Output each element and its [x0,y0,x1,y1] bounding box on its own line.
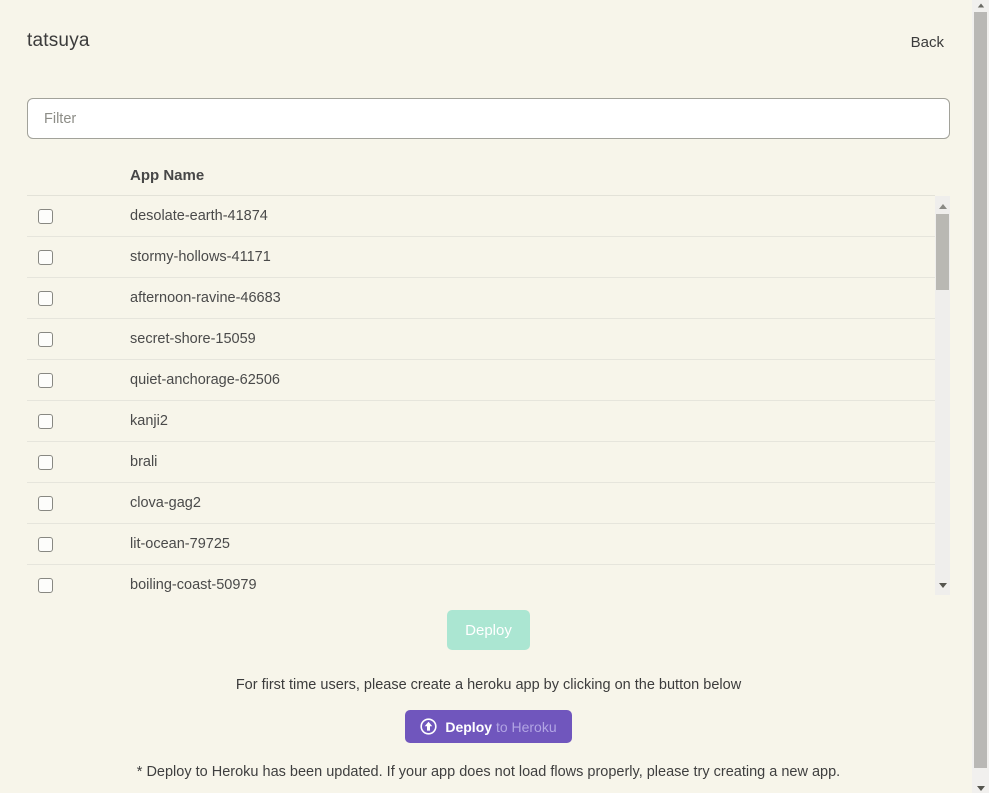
table-row [27,442,935,483]
table-row [27,360,935,401]
table-row [27,524,935,565]
table-scroll-up-button[interactable] [935,198,950,214]
filter-input[interactable] [27,98,950,139]
app-name-cell: kanji2 [130,413,168,429]
heroku-button-label-rest: to Heroku [495,718,557,735]
app-name-cell: afternoon-ravine-46683 [130,290,281,306]
triangle-down-icon [939,583,947,588]
table-row [27,319,935,360]
app-table [27,196,935,595]
table-row [27,237,935,278]
circle-arrow-up-icon [420,718,437,735]
app-name-cell: quiet-anchorage-62506 [130,372,280,388]
triangle-down-icon [977,786,985,791]
table-scrollbar-thumb[interactable] [936,214,949,290]
page-scroll-down-button[interactable] [972,786,989,791]
row-checkbox[interactable] [38,496,53,511]
row-checkbox[interactable] [38,291,53,306]
table-scrollbar[interactable] [935,196,950,595]
table-row [27,278,935,319]
app-name-cell: secret-shore-15059 [130,331,256,347]
app-name-cell: lit-ocean-79725 [130,536,230,552]
deploy-to-heroku-button[interactable] [405,710,571,743]
app-name-cell: boiling-coast-50979 [130,577,257,593]
column-header-app-name: App Name [130,167,205,184]
row-checkbox[interactable] [38,332,53,347]
row-checkbox[interactable] [38,578,53,593]
app-name-cell: stormy-hollows-41171 [130,249,271,265]
row-checkbox[interactable] [38,250,53,265]
page-scroll-up-button[interactable] [972,3,989,8]
table-row [27,565,935,595]
heroku-button-label-bold: Deploy [445,718,493,735]
back-link[interactable]: Back [910,34,944,51]
table-row [27,196,935,237]
row-checkbox[interactable] [38,373,53,388]
helper-text: For first time users, please create a heroku app by clicking on the button below [235,677,742,693]
triangle-up-icon [939,204,947,209]
page-scrollbar[interactable] [972,0,989,793]
table-row [27,483,935,524]
footnote-text: * Deploy to Heroku has been updated. If your app does not load flows properly, please try creating a new app. [136,764,841,780]
app-name-cell: clova-gag2 [130,495,201,511]
triangle-up-icon [977,4,983,8]
row-checkbox[interactable] [38,537,53,552]
app-name-cell: brali [130,454,158,470]
page-scrollbar-thumb[interactable] [974,12,987,768]
table-row [27,401,935,442]
page-title: tatsuya [27,30,90,51]
row-checkbox[interactable] [38,209,53,224]
row-checkbox[interactable] [38,414,53,429]
app-name-cell: desolate-earth-41874 [130,208,268,224]
row-checkbox[interactable] [38,455,53,470]
deploy-button[interactable]: Deploy [447,610,530,650]
table-scroll-down-button[interactable] [935,577,950,593]
